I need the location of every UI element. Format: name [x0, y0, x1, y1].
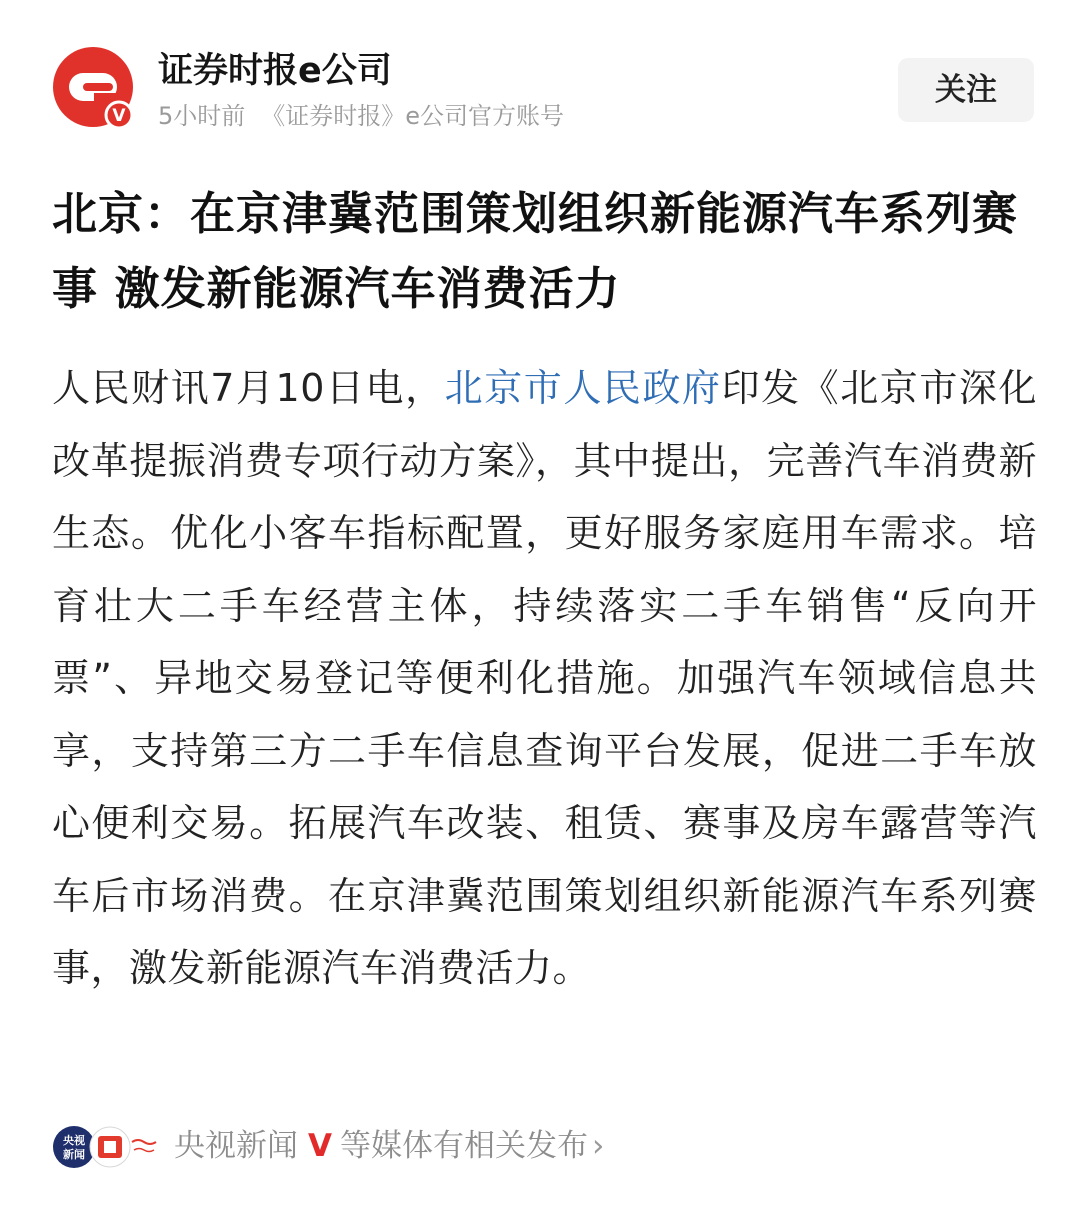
account-name[interactable]: 证券时报e公司	[158, 51, 392, 91]
related-media-text[interactable]	[174, 1118, 604, 1174]
author-header	[52, 46, 1034, 136]
government-link[interactable]: 北京市人民政府	[444, 366, 722, 410]
chevron-right-icon: ›	[592, 1128, 605, 1164]
verified-badge-text: V	[112, 106, 126, 126]
account-description: 《证券时报》e公司官方账号	[261, 102, 565, 130]
body-prefix: 人民财讯7月10日电，	[52, 366, 445, 410]
article-body	[52, 352, 1037, 1005]
related-media-footer[interactable]	[52, 1118, 752, 1174]
source-name: 央视新闻	[174, 1128, 298, 1164]
cctv-news-logo-icon	[52, 1124, 164, 1170]
logo-text-bottom: 新闻	[63, 1148, 85, 1161]
follow-button[interactable]: 关注	[898, 58, 1034, 122]
post-time: 5小时前	[158, 102, 246, 130]
article-title: 北京：在京津冀范围策划组织新能源汽车系列赛事 激发新能源汽车消费活力	[52, 187, 1019, 315]
body-rest: 印发《北京市深化改革提振消费专项行动方案》，其中提出，完善汽车消费新生态。优化小客车指标配置，更好服务家庭用车需求。培育壮大二手车经营主体，持续落实二手车销售“反向开票”、异地交易登记等便利化措施。加强汽车领域信息共享，支持第三方二手车信息查询平台发展，促进二手车放心便利交易。拓展汽车改装、租赁、赛事及房车露营等汽车后市场消费。在京津冀范围策划组织新能源汽车系列赛事，激发新能源汽车消费活力。	[52, 366, 1037, 990]
account-meta	[158, 100, 564, 132]
logo-text-top: 央视	[63, 1134, 85, 1147]
related-suffix: 等媒体有相关发布	[340, 1128, 588, 1164]
account-avatar[interactable]	[52, 46, 134, 128]
verified-v-icon: V	[308, 1128, 332, 1164]
